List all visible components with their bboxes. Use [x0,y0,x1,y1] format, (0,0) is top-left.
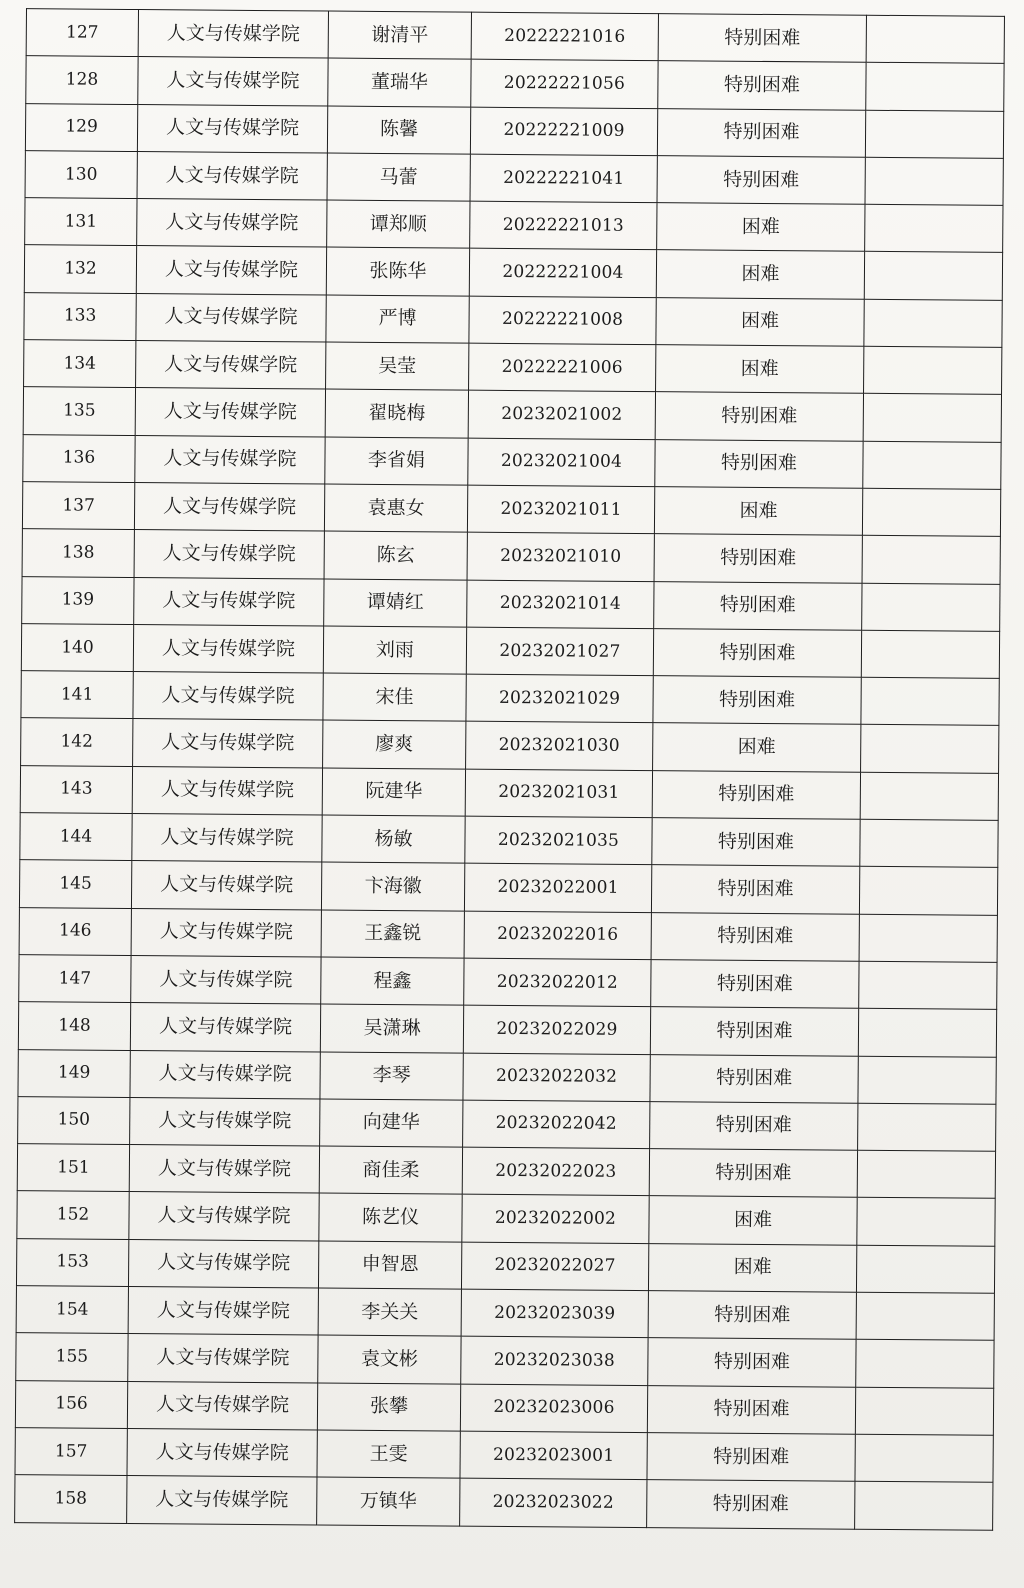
row-number: 156 [15,1380,127,1428]
student-name-cell: 张陈华 [326,248,469,296]
student-name-cell: 宋佳 [323,673,466,721]
remark-cell [864,346,1002,394]
row-number: 154 [16,1286,128,1334]
college-cell: 人文与传媒学院 [128,1287,318,1336]
difficulty-level-cell: 困难 [656,345,864,394]
remark-cell [866,15,1004,63]
college-cell: 人文与传媒学院 [127,1381,317,1430]
remark-cell [859,961,997,1009]
student-name-cell: 袁文彬 [318,1335,461,1383]
table-row [15,1380,993,1435]
student-id-cell: 20232021027 [466,627,653,676]
remark-cell [859,914,997,962]
college-cell: 人文与传媒学院 [135,435,325,484]
table-row [26,56,1004,111]
difficulty-level-cell: 困难 [656,250,864,299]
student-id-cell: 20232023038 [461,1336,648,1385]
row-number: 130 [25,151,137,199]
table-row [18,1096,996,1151]
table-row [17,1191,995,1246]
college-cell: 人文与传媒学院 [133,624,323,673]
remark-cell [855,1434,993,1482]
difficulty-level-cell: 特别困难 [651,912,859,961]
difficulty-level-cell: 特别困难 [650,1101,858,1150]
difficulty-level-cell: 特别困难 [652,770,860,819]
student-id-cell: 20232023022 [460,1478,647,1527]
college-cell: 人文与传媒学院 [136,341,326,390]
difficulty-level-cell: 特别困难 [658,61,866,110]
difficulty-level-cell: 特别困难 [658,14,866,63]
student-id-cell: 20232023001 [460,1431,647,1480]
student-name-cell: 谭婧红 [324,579,467,627]
remark-cell [856,1292,994,1340]
student-name-cell: 翟晓梅 [325,389,468,437]
table-row [22,482,1000,537]
row-number: 157 [15,1428,127,1476]
student-name-cell: 马蕾 [327,153,470,201]
student-roster-table [14,8,1005,1530]
student-name-cell: 谢清平 [328,11,471,59]
table-row [23,387,1001,442]
student-name-cell: 向建华 [320,1099,463,1147]
remark-cell [864,252,1002,300]
row-number: 146 [19,907,131,955]
table-row [16,1333,994,1388]
college-cell: 人文与传媒学院 [135,388,325,437]
remark-cell [857,1150,995,1198]
row-number: 128 [26,56,138,104]
student-id-cell: 20232023006 [460,1384,647,1433]
difficulty-level-cell: 特别困难 [654,534,862,583]
student-id-cell: 20232022042 [463,1100,650,1149]
remark-cell [856,1340,994,1388]
student-name-cell: 王鑫锐 [321,910,464,958]
table-row [25,103,1003,158]
student-name-cell: 李关关 [318,1288,461,1336]
student-name-cell: 陈馨 [327,106,470,154]
college-cell: 人文与传媒学院 [138,10,328,59]
college-cell: 人文与传媒学院 [131,908,321,957]
table-row [18,1049,996,1104]
student-name-cell: 吴莹 [326,342,469,390]
row-number: 143 [20,765,132,813]
college-cell: 人文与传媒学院 [128,1239,318,1288]
student-id-cell: 20222221041 [470,154,657,203]
remark-cell [865,204,1003,252]
student-id-cell: 20232022032 [463,1053,650,1102]
student-name-cell: 卞海徽 [321,862,464,910]
college-cell: 人文与传媒学院 [129,1145,319,1194]
student-name-cell: 严博 [326,295,469,343]
remark-cell [866,63,1004,111]
row-number: 134 [24,340,136,388]
row-number: 127 [26,9,138,57]
row-number: 145 [19,860,131,908]
student-name-cell: 陈艺仪 [319,1193,462,1241]
table-row [25,198,1003,253]
remark-cell [861,677,999,725]
student-name-cell: 刘雨 [323,626,466,674]
remark-cell [858,1056,996,1104]
college-cell: 人文与传媒学院 [136,293,326,342]
table-row [15,1475,993,1530]
remark-cell [861,630,999,678]
difficulty-level-cell: 困难 [656,297,864,346]
remark-cell [864,299,1002,347]
student-name-cell: 杨敏 [322,815,465,863]
difficulty-level-cell: 困难 [657,203,865,252]
college-cell: 人文与传媒学院 [130,1097,320,1146]
student-name-cell: 袁惠女 [324,484,467,532]
difficulty-level-cell: 特别困难 [647,1432,855,1481]
table-row [21,718,999,773]
row-number: 138 [22,529,134,577]
student-id-cell: 20232023039 [461,1289,648,1338]
college-cell: 人文与传媒学院 [138,57,328,106]
table-row [19,955,997,1010]
difficulty-level-cell: 困难 [654,487,862,536]
row-number: 141 [21,671,133,719]
college-cell: 人文与传媒学院 [130,1050,320,1099]
row-number: 140 [21,623,133,671]
college-cell: 人文与传媒学院 [134,530,324,579]
table-row [16,1286,994,1341]
remark-cell [860,772,998,820]
remark-cell [861,725,999,773]
student-name-cell: 王雯 [317,1430,460,1478]
student-id-cell: 20222221006 [469,343,656,392]
remark-cell [856,1245,994,1293]
table-row [24,245,1002,300]
difficulty-level-cell: 特别困难 [647,1385,855,1434]
row-number: 135 [23,387,135,435]
difficulty-level-cell: 困难 [648,1243,856,1292]
student-name-cell: 董瑞华 [328,58,471,106]
difficulty-level-cell: 特别困难 [655,439,863,488]
college-cell: 人文与传媒学院 [137,104,327,153]
student-id-cell: 20232021010 [467,532,654,581]
difficulty-level-cell: 特别困难 [650,1054,858,1103]
difficulty-level-cell: 困难 [653,723,861,772]
student-name-cell: 商佳柔 [319,1146,462,1194]
student-id-cell: 20222221008 [469,296,656,345]
student-id-cell: 20232021035 [465,816,652,865]
remark-cell [855,1387,993,1435]
row-number: 150 [18,1096,130,1144]
student-name-cell: 阮建华 [322,768,465,816]
row-number: 148 [18,1002,130,1050]
student-id-cell: 20232022027 [461,1242,648,1291]
table-row [24,292,1002,347]
college-cell: 人文与传媒学院 [136,246,326,295]
college-cell: 人文与传媒学院 [132,766,322,815]
table-row [16,1238,994,1293]
student-id-cell: 20232022023 [462,1147,649,1196]
difficulty-level-cell: 特别困难 [655,392,863,441]
student-name-cell: 李琴 [320,1052,463,1100]
college-cell: 人文与传媒学院 [137,151,327,200]
student-id-cell: 20232021002 [468,391,655,440]
table-row [17,1144,995,1199]
table-row [19,860,997,915]
student-id-cell: 20232021029 [466,674,653,723]
student-name-cell: 廖爽 [323,720,466,768]
difficulty-level-cell: 特别困难 [649,1149,857,1198]
remark-cell [865,157,1003,205]
row-number: 132 [24,245,136,293]
row-number: 147 [19,955,131,1003]
student-name-cell: 陈玄 [324,531,467,579]
table-row [20,813,998,868]
college-cell: 人文与传媒学院 [137,199,327,248]
student-name-cell: 吴潇琳 [320,1004,463,1052]
difficulty-level-cell: 特别困难 [650,1007,858,1056]
row-number: 155 [16,1333,128,1381]
college-cell: 人文与传媒学院 [130,1003,320,1052]
row-number: 137 [22,482,134,530]
difficulty-level-cell: 困难 [649,1196,857,1245]
student-id-cell: 20232022016 [464,911,651,960]
table-row [15,1428,993,1483]
row-number: 153 [16,1238,128,1286]
college-cell: 人文与传媒学院 [127,1428,317,1477]
college-cell: 人文与传媒学院 [129,1192,319,1241]
student-id-cell: 20232022029 [463,1005,650,1054]
college-cell: 人文与传媒学院 [128,1334,318,1383]
remark-cell [865,110,1003,158]
student-id-cell: 20232022001 [464,863,651,912]
student-name-cell: 张攀 [317,1383,460,1431]
roster-body [15,9,1005,1530]
difficulty-level-cell: 特别困难 [653,676,861,725]
student-id-cell: 20232022002 [462,1195,649,1244]
difficulty-level-cell: 特别困难 [652,818,860,867]
difficulty-level-cell: 特别困难 [654,581,862,630]
difficulty-level-cell: 特别困难 [647,1480,855,1529]
row-number: 142 [21,718,133,766]
remark-cell [862,536,1000,584]
table-row [23,434,1001,489]
table-row [18,1002,996,1057]
student-name-cell: 申智恩 [318,1241,461,1289]
college-cell: 人文与传媒学院 [132,814,322,863]
table-row [24,340,1002,395]
student-id-cell: 20222221056 [471,59,658,108]
table-row [22,576,1000,631]
table-row [21,671,999,726]
row-number: 144 [20,813,132,861]
row-number: 129 [25,103,137,151]
table-row [22,529,1000,584]
student-id-cell: 20232021014 [467,580,654,629]
remark-cell [863,441,1001,489]
student-id-cell: 20232021011 [467,485,654,534]
table-row [21,623,999,678]
row-number: 151 [17,1144,129,1192]
remark-cell [862,583,1000,631]
difficulty-level-cell: 特别困难 [648,1291,856,1340]
row-number: 131 [25,198,137,246]
college-cell: 人文与传媒学院 [134,577,324,626]
student-id-cell: 20222221013 [470,201,657,250]
row-number: 136 [23,434,135,482]
row-number: 158 [15,1475,127,1523]
college-cell: 人文与传媒学院 [133,672,323,721]
student-name-cell: 程鑫 [321,957,464,1005]
college-cell: 人文与传媒学院 [127,1476,317,1525]
student-id-cell: 20222221004 [469,249,656,298]
student-id-cell: 20232022012 [464,958,651,1007]
college-cell: 人文与传媒学院 [133,719,323,768]
table-row [25,151,1003,206]
row-number: 133 [24,292,136,340]
remark-cell [858,1008,996,1056]
difficulty-level-cell: 特别困难 [653,628,861,677]
difficulty-level-cell: 特别困难 [651,865,859,914]
difficulty-level-cell: 特别困难 [648,1338,856,1387]
table-row [20,765,998,820]
student-id-cell: 20222221009 [470,107,657,156]
difficulty-level-cell: 特别困难 [657,156,865,205]
student-id-cell: 20222221016 [471,12,658,61]
student-name-cell: 李省娟 [325,437,468,485]
student-id-cell: 20232021030 [466,722,653,771]
student-name-cell: 谭郑顺 [327,200,470,248]
remark-cell [859,867,997,915]
row-number: 152 [17,1191,129,1239]
table-row [19,907,997,962]
difficulty-level-cell: 特别困难 [657,108,865,157]
remark-cell [855,1481,993,1529]
college-cell: 人文与传媒学院 [134,482,324,531]
remark-cell [857,1198,995,1246]
student-id-cell: 20232021004 [468,438,655,487]
college-cell: 人文与传媒学院 [131,955,321,1004]
student-name-cell: 万镇华 [317,1477,460,1525]
difficulty-level-cell: 特别困难 [651,960,859,1009]
table-row [26,9,1004,64]
remark-cell [863,394,1001,442]
remark-cell [860,819,998,867]
row-number: 139 [22,576,134,624]
college-cell: 人文与传媒学院 [131,861,321,910]
remark-cell [858,1103,996,1151]
row-number: 149 [18,1049,130,1097]
student-id-cell: 20232021031 [465,769,652,818]
remark-cell [862,488,1000,536]
